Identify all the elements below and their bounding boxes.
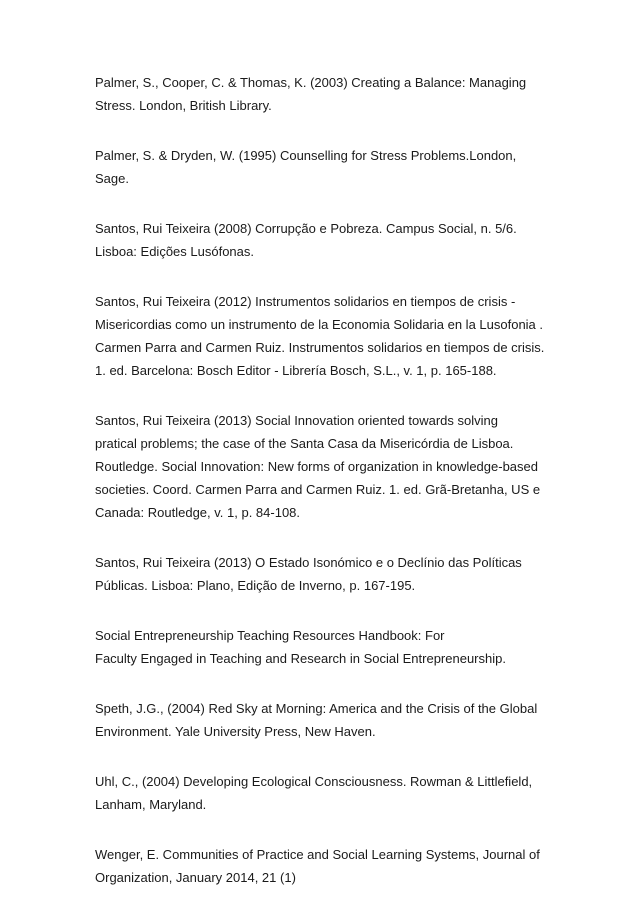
reference-line: Santos, Rui Teixeira (2012) Instrumentos solidarios en tiempos de crisis - xyxy=(95,294,516,309)
reference-line: Social Entrepreneurship Teaching Resources Handbook: For xyxy=(95,628,445,643)
reference-line: Faculty Engaged in Teaching and Research in Social Entrepreneurship. xyxy=(95,651,506,666)
reference-line: Environment. Yale University Press, New Haven. xyxy=(95,724,376,739)
reference-line: Públicas. Lisboa: Plano, Edição de Inverno, p. 167-195. xyxy=(95,578,416,593)
reference-entry xyxy=(95,409,545,524)
reference-entry xyxy=(95,770,545,816)
reference-line: Misericordias como un instrumento de la Economia Solidaria en la Lusofonia . xyxy=(95,317,544,332)
reference-line: Carmen Parra and Carmen Ruiz. Instrumentos solidarios en tiempos de crisis. xyxy=(95,340,545,355)
reference-line: Palmer, S., Cooper, C. & Thomas, K. (2003) Creating a Balance: Managing xyxy=(95,75,527,90)
reference-line: Palmer, S. & Dryden, W. (1995) Counselling for Stress Problems.London, xyxy=(95,148,517,163)
reference-line: Uhl, C., (2004) Developing Ecological Consciousness. Rowman & Littlefield, xyxy=(95,774,533,789)
reference-line: Lanham, Maryland. xyxy=(95,797,207,812)
reference-line: societies. Coord. Carmen Parra and Carmen Ruiz. 1. ed. Grã-Bretanha, US e xyxy=(95,482,541,497)
reference-line: Lisboa: Edições Lusófonas. xyxy=(95,244,254,259)
reference-entry xyxy=(95,843,545,889)
reference-line: Stress. London, British Library. xyxy=(95,98,272,113)
reference-list xyxy=(95,71,545,889)
reference-line: Santos, Rui Teixeira (2013) Social Innovation oriented towards solving xyxy=(95,413,498,428)
reference-entry xyxy=(95,71,545,117)
reference-entry xyxy=(95,144,545,190)
reference-entry xyxy=(95,551,545,597)
reference-line: Canada: Routledge, v. 1, p. 84-108. xyxy=(95,505,301,520)
reference-line: Santos, Rui Teixeira (2008) Corrupção e Pobreza. Campus Social, n. 5/6. xyxy=(95,221,517,236)
reference-line: Routledge. Social Innovation: New forms of organization in knowledge-based xyxy=(95,459,538,474)
reference-line: pratical problems; the case of the Santa Casa da Misericórdia de Lisboa. xyxy=(95,436,514,451)
reference-line: Speth, J.G., (2004) Red Sky at Morning: America and the Crisis of the Global xyxy=(95,701,538,716)
reference-entry xyxy=(95,697,545,743)
reference-line: 1. ed. Barcelona: Bosch Editor - Librería Bosch, S.L., v. 1, p. 165-188. xyxy=(95,363,497,378)
reference-entry xyxy=(95,624,545,670)
reference-line: Sage. xyxy=(95,171,129,186)
reference-line: Wenger, E. Communities of Practice and Social Learning Systems, Journal of xyxy=(95,847,540,862)
reference-line: Santos, Rui Teixeira (2013) O Estado Isonómico e o Declínio das Políticas xyxy=(95,555,522,570)
reference-line: Organization, January 2014, 21 (1) xyxy=(95,870,296,885)
reference-entry xyxy=(95,217,545,263)
reference-entry xyxy=(95,290,545,382)
